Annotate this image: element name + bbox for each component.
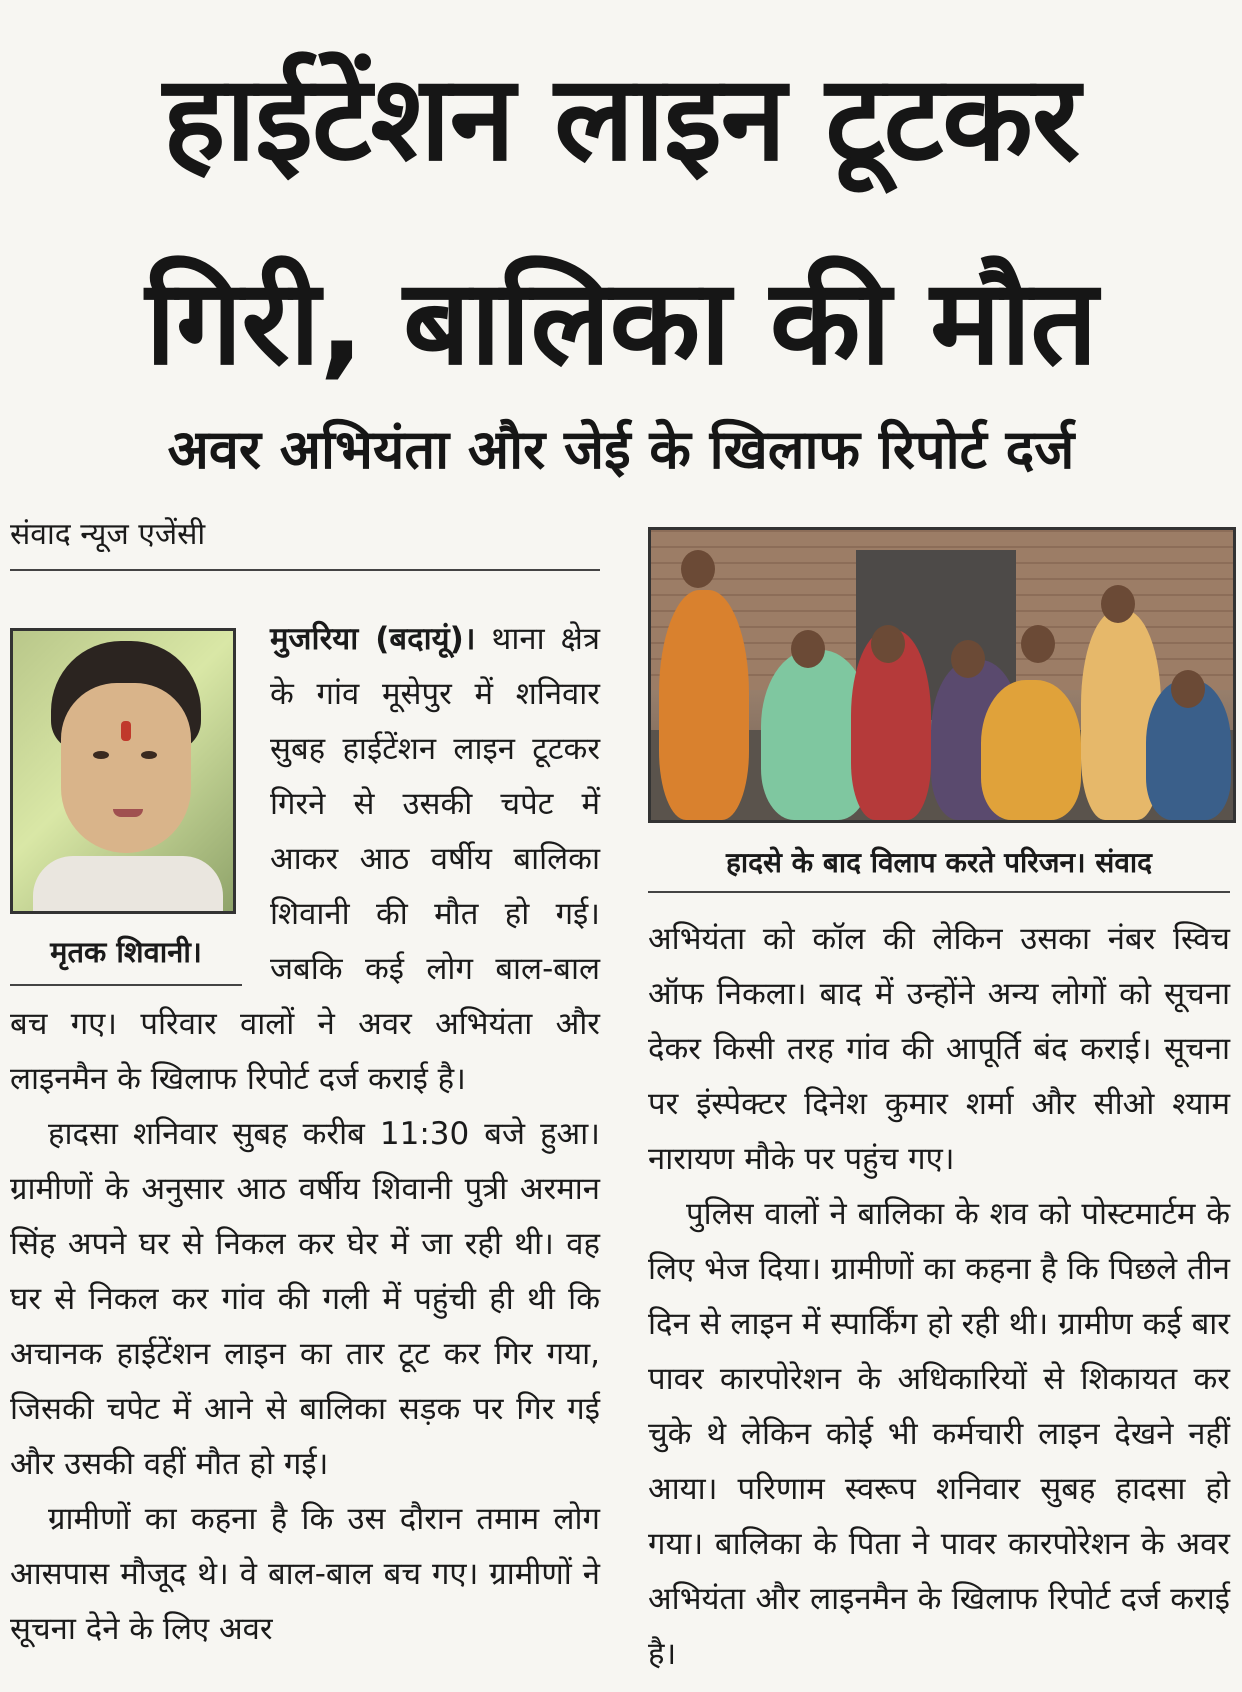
dateline: मुजरिया (बदायूं)। bbox=[270, 621, 476, 657]
subheadline: अवर अभियंता और जेई के खिलाफ रिपोर्ट दर्ज bbox=[167, 418, 1075, 481]
headline-line-1: हाईटेंशन लाइन टूटकर bbox=[162, 49, 1080, 187]
portrait-block bbox=[10, 628, 242, 986]
portrait-caption: मृतक शिवानी। bbox=[10, 914, 242, 986]
headline-line-2: गिरी, बालिका की मौत bbox=[145, 253, 1097, 391]
left-column bbox=[10, 612, 600, 1657]
byline: संवाद न्यूज एजेंसी bbox=[10, 515, 600, 571]
article-paragraph: अभियंता को कॉल की लेकिन उसका नंबर स्विच ऑफ निकला। बाद में उन्होंने अन्य लोगों को सूचना देकर किसी तरह गांव की आपूर्ति बंद कराई। सूचना पर इंस्पेक्टर दिनेश कुमार शर्मा और सीओ श्याम नारायण मौके पर पहुंच गए। bbox=[648, 921, 1230, 1177]
photo-caption: हादसे के बाद विलाप करते परिजन। संवाद bbox=[648, 843, 1230, 893]
article-paragraph: हादसा शनिवार सुबह करीब 11:30 बजे हुआ। ग्रामीणों के अनुसार आठ वर्षीय शिवानी पुत्री अरमान सिंह अपने घर से निकल कर घेर में जा रही थी। वह घर से निकल कर गांव की गली में पहुंची ही थी कि अचानक हाईटेंशन लाइन का तार टूट कर गिर गया, जिसकी चपेट में आने से बालिका सड़क पर गिर गई और उसकी वहीं मौत हो गई। bbox=[10, 1116, 600, 1482]
article-paragraph: पुलिस वालों ने बालिका के शव को पोस्टमार्टम के लिए भेज दिया। ग्रामीणों का कहना है कि पिछले तीन दिन से लाइन में स्पार्किंग हो रही थी। ग्रामीण कई बार पावर कारपोरेशन के अधिकारियों से शिकायत कर चुके थे लेकिन कोई भी कर्मचारी लाइन देखने नहीं आया। परिणाम स्वरूप शनिवार सुबह हादसा हो गया। बालिका के पिता ने पावर कारपोरेशन के अवर अभियंता और लाइनमैन के खिलाफ रिपोर्ट दर्ज कराई है। bbox=[648, 1196, 1230, 1672]
paragraph-text: थाना क्षेत्र के गांव मूसेपुर में शनिवार सुबह हाईटेंशन लाइन टूटकर गिरने से उसकी चपेट में आकर आठ वर्षीय बालिका शिवानी की मौत हो गई। जबकि कई लोग बाल-बाल बच गए। परिवार वालों ने अवर अभियंता और लाइनमैन के खिलाफ रिपोर्ट दर्ज कराई है। bbox=[10, 621, 600, 1097]
mourning-family-photo bbox=[648, 527, 1236, 823]
article-paragraph: ग्रामीणों का कहना है कि उस दौरान तमाम लोग आसपास मौजूद थे। वे बाल-बाल बच गए। ग्रामीणों ने सूचना देने के लिए अवर bbox=[10, 1501, 600, 1647]
right-column bbox=[648, 912, 1230, 1682]
victim-portrait-photo bbox=[10, 628, 236, 914]
